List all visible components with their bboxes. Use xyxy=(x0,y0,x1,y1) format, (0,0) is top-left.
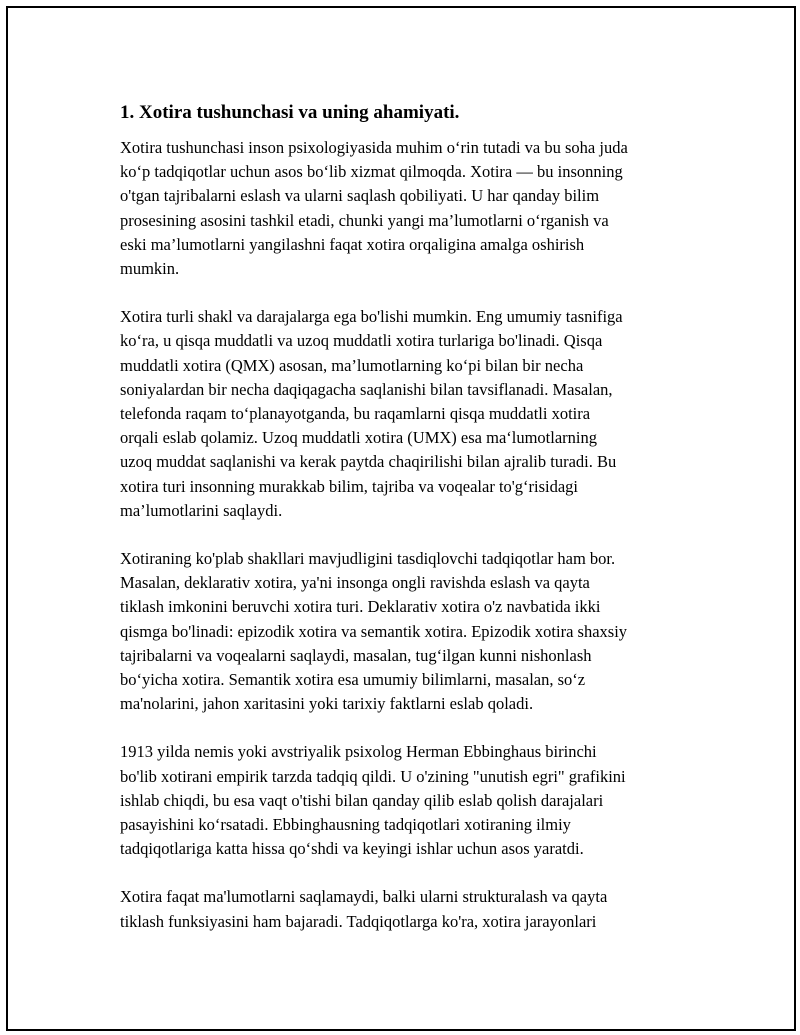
text-line: tiklash imkonini beruvchi xotira turi. Deklarativ xotira o'z navbatida ikki xyxy=(120,597,601,617)
text-line: ishlab chiqdi, bu esa vaqt o'tishi bilan qanday qilib eslab qolish darajalari xyxy=(120,790,604,810)
text-line: 1913 yilda nemis yoki avstriyalik psixolog Herman Ebbinghaus birinchi xyxy=(120,742,597,762)
text-line: Masalan, deklarativ xotira, ya'ni insonga ongli ravishda eslash va qayta xyxy=(120,573,590,593)
text-line: tadqiqotlariga katta hissa qo‘shdi va keyingi ishlar uchun asos yaratdi. xyxy=(120,839,584,859)
text-line: eski ma’lumotlarni yangilashni faqat xotira orqaligina amalga oshirish xyxy=(120,234,585,254)
text-line: Xotira tushunchasi inson psixologiyasida muhim o‘rin tutadi va bu soha juda xyxy=(120,138,628,157)
text-line: telefonda raqam to‘planayotganda, bu raqamlarni qisqa muddatli xotira xyxy=(120,404,591,424)
paragraph xyxy=(120,305,690,523)
text-line: Xotira faqat ma'lumotlarni saqlamaydi, balki ularni strukturalash va qayta xyxy=(120,887,608,907)
text-line: ko‘p tadqiqotlar uchun asos bo‘lib xizmat qilmoqda. Xotira — bu insonning xyxy=(120,162,623,182)
paragraph xyxy=(120,547,690,716)
text-line: muddatli xotira (QMX) asosan, ma’lumotlarning ko‘pi bilan bir necha xyxy=(120,355,584,375)
text-line: pasayishini ko‘rsatadi. Ebbinghausning tadqiqotlari xotiraning ilmiy xyxy=(120,815,571,835)
page-border xyxy=(6,6,796,1031)
text-line: Xotira turli shakl va darajalarga ega bo'lishi mumkin. Eng umumiy tasnifiga xyxy=(120,307,623,327)
section-heading: 1. Xotira tushunchasi va uning ahamiyati. xyxy=(120,102,460,123)
text-line: ma’lumotlarini saqlaydi. xyxy=(120,500,283,520)
text-line: orqali eslab qolamiz. Uzoq muddatli xotira (UMX) esa ma‘lumotlarning xyxy=(120,428,598,448)
paragraph xyxy=(120,740,690,861)
document-body xyxy=(120,100,690,958)
text-line: ko‘ra, u qisqa muddatli va uzoq muddatli xotira turlariga bo'linadi. Qisqa xyxy=(120,331,603,351)
text-line: prosesining asosini tashkil etadi, chunki yangi ma’lumotlarni o‘rganish va xyxy=(120,210,609,230)
text-line: Xotiraning ko'plab shakllari mavjudligini tasdiqlovchi tadqiqotlar ham bor. xyxy=(120,549,616,569)
text-line: soniyalardan bir necha daqiqagacha saqlanishi bilan tavsiflanadi. Masalan, xyxy=(120,379,613,399)
paragraph xyxy=(120,136,690,281)
text-line: bo‘yicha xotira. Semantik xotira esa umumiy bilimlarni, masalan, so‘z xyxy=(120,670,586,690)
text-line: uzoq muddat saqlanishi va kerak paytda chaqirilishi bilan ajralib turadi. Bu xyxy=(120,452,617,472)
text-line: tiklash funksiyasini ham bajaradi. Tadqiqotlarga ko'ra, xotira jarayonlari xyxy=(120,911,597,931)
text-line: ma'nolarini, jahon xaritasini yoki tarixiy faktlarni eslab qoladi. xyxy=(120,694,534,714)
paragraph xyxy=(120,885,690,933)
text-line: tajribalarni va voqealarni saqlaydi, masalan, tug‘ilgan kunni nishonlash xyxy=(120,645,592,665)
text-line: mumkin. xyxy=(120,259,180,279)
text-line: xotira turi insonning murakkab bilim, tajriba va voqealar to'g‘risidagi xyxy=(120,476,578,496)
text-line: bo'lib xotirani empirik tarzda tadqiq qildi. U o'zining "unutish egri" grafikini xyxy=(120,766,626,786)
text-line: o'tgan tajribalarni eslash va ularni saqlash qobiliyati. U har qanday bilim xyxy=(120,186,600,206)
text-line: qismga bo'linadi: epizodik xotira va semantik xotira. Epizodik xotira shaxsiy xyxy=(120,621,628,641)
